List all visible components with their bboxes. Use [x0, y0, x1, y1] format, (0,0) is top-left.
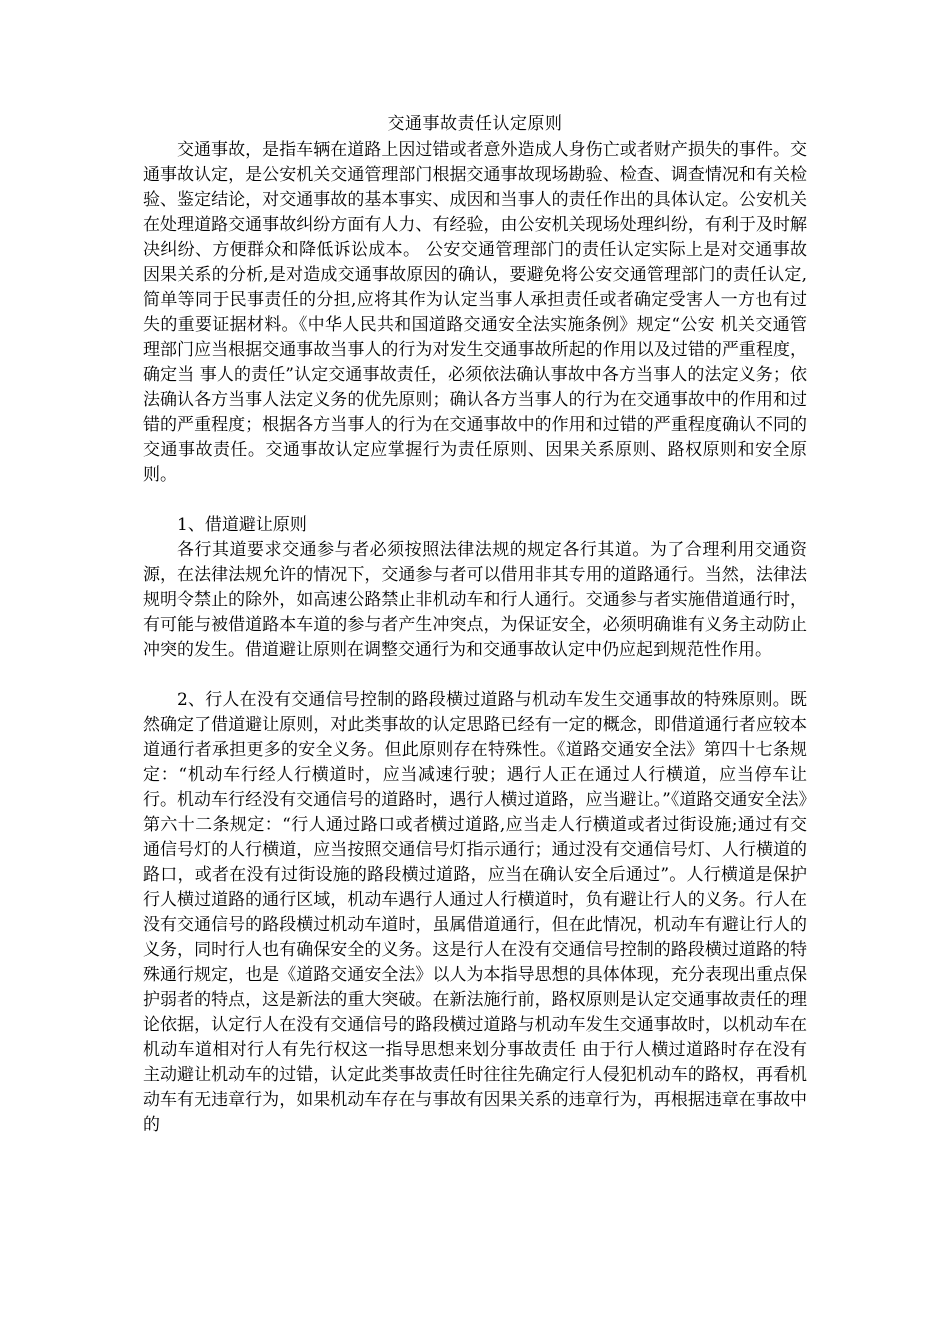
section-1-paragraph: 各行其道要求交通参与者必须按照法律法规的规定各行其道。为了合理利用交通资源，在法律法规允许的情况下，交通参与者可以借用非其专用的道路通行。当然，法律法规明令禁止的除外，如高速公路禁止非机动车和行人通行。交通参与者实施借道通行时，有可能与被借道路本车道的参与者产生冲突点，为保证安全，必须明确谁有义务主动防止冲突的发生。借道避让原则在调整交通行为和交通事故认定中仍应起到规范性作用。 — [143, 540, 807, 660]
section-1-heading: 1、借道避让原则 — [177, 515, 307, 535]
paragraph-spacer — [143, 488, 807, 513]
paragraph-spacer — [143, 663, 807, 688]
document-body — [143, 112, 807, 1138]
document-title: 交通事故责任认定原则 — [387, 114, 563, 134]
intro-paragraph: 交通事故，是指车辆在道路上因过错或者意外造成人身伤亡或者财产损失的事件。交通事故认定，是公安机关交通管理部门根据交通事故现场勘验、检查、调查情况和有关检验、鉴定结论，对交通事故的基本事实、成因和当事人的责任作出的具体认定。公安机关在处理道路交通事故纠纷方面有人力、有经验，由公安机关现场处理纠纷，有利于及时解决纠纷、方便群众和降低诉讼成本。 公安交通管理部门的责任认定实际上是对交通事故因果关系的分析,是对造成交通事故原因的确认，要避免将公安交通管理部门的责任认定,简单等同于民事责任的分担,应将其作为认定当事人承担责任或者确定受害人一方也有过失的重要证据材料。《中华人民共和国道路交通安全法实施条例》规定“公安 机关交通管理部门应当根据交通事故当事人的行为对发生交通事故所起的作用以及过错的严重程度，确定当 事人的责任”认定交通事故责任，必须依法确认事故中各方当事人的法定义务；依法确认各方当事人法定义务的优先原则；确认各方当事人的行为在交通事故中的作用和过错的严重程度；根据各方当事人的行为在交通事故中的作用和过错的严重程度确认不同的交通事故责任。交通事故认定应掌握行为责任原则、因果关系原则、路权原则和安全原则。 — [143, 140, 807, 485]
section-2-paragraph: 2、行人在没有交通信号控制的路段横过道路与机动车发生交通事故的特殊原则。既然确定了借道避让原则，对此类事故的认定思路已经有一定的概念，即借道通行者应较本道通行者承担更多的安全义务。但此原则存在特殊性。《道路交通安全法》第四十七条规定：“机动车行经人行横道时，应当减速行驶；遇行人正在通过人行横道，应当停车让行。机动车行经没有交通信号的道路时，遇行人横过道路，应当避让。”《道路交通安全法》第六十二条规定：“行人通过路口或者横过道路,应当走人行横道或者过街设施;通过有交通信号灯的人行横道，应当按照交通信号灯指示通行；通过没有交通信号灯、人行横道的路口，或者在没有过街设施的路段横过道路，应当在确认安全后通过”。人行横道是保护行人横过道路的通行区域，机动车遇行人通过人行横道时，负有避让行人的义务。行人在没有交通信号的路段横过机动车道时，虽属借道通行，但在此情况，机动车有避让行人的义务，同时行人也有确保安全的义务。这是行人在没有交通信号控制的路段横过道路的特殊通行规定，也是《道路交通安全法》以人为本指导思想的具体体现，充分表现出重点保护弱者的特点，这是新法的重大突破。在新法施行前，路权原则是认定交通事故责任的理论依据，认定行人在没有交通信号的路段横过道路与机动车发生交通事故时，以机动车在机动车道相对行人有先行权这一指导思想来划分事故责任 由于行人横过道路时存在没有主动避让机动车的过错，认定此类事故责任时往往先确定行人侵犯机动车的路权，再看机动车有无违章行为，如果机动车存在与事故有因果关系的违章行为，再根据违章在事故中的 — [143, 690, 807, 1135]
